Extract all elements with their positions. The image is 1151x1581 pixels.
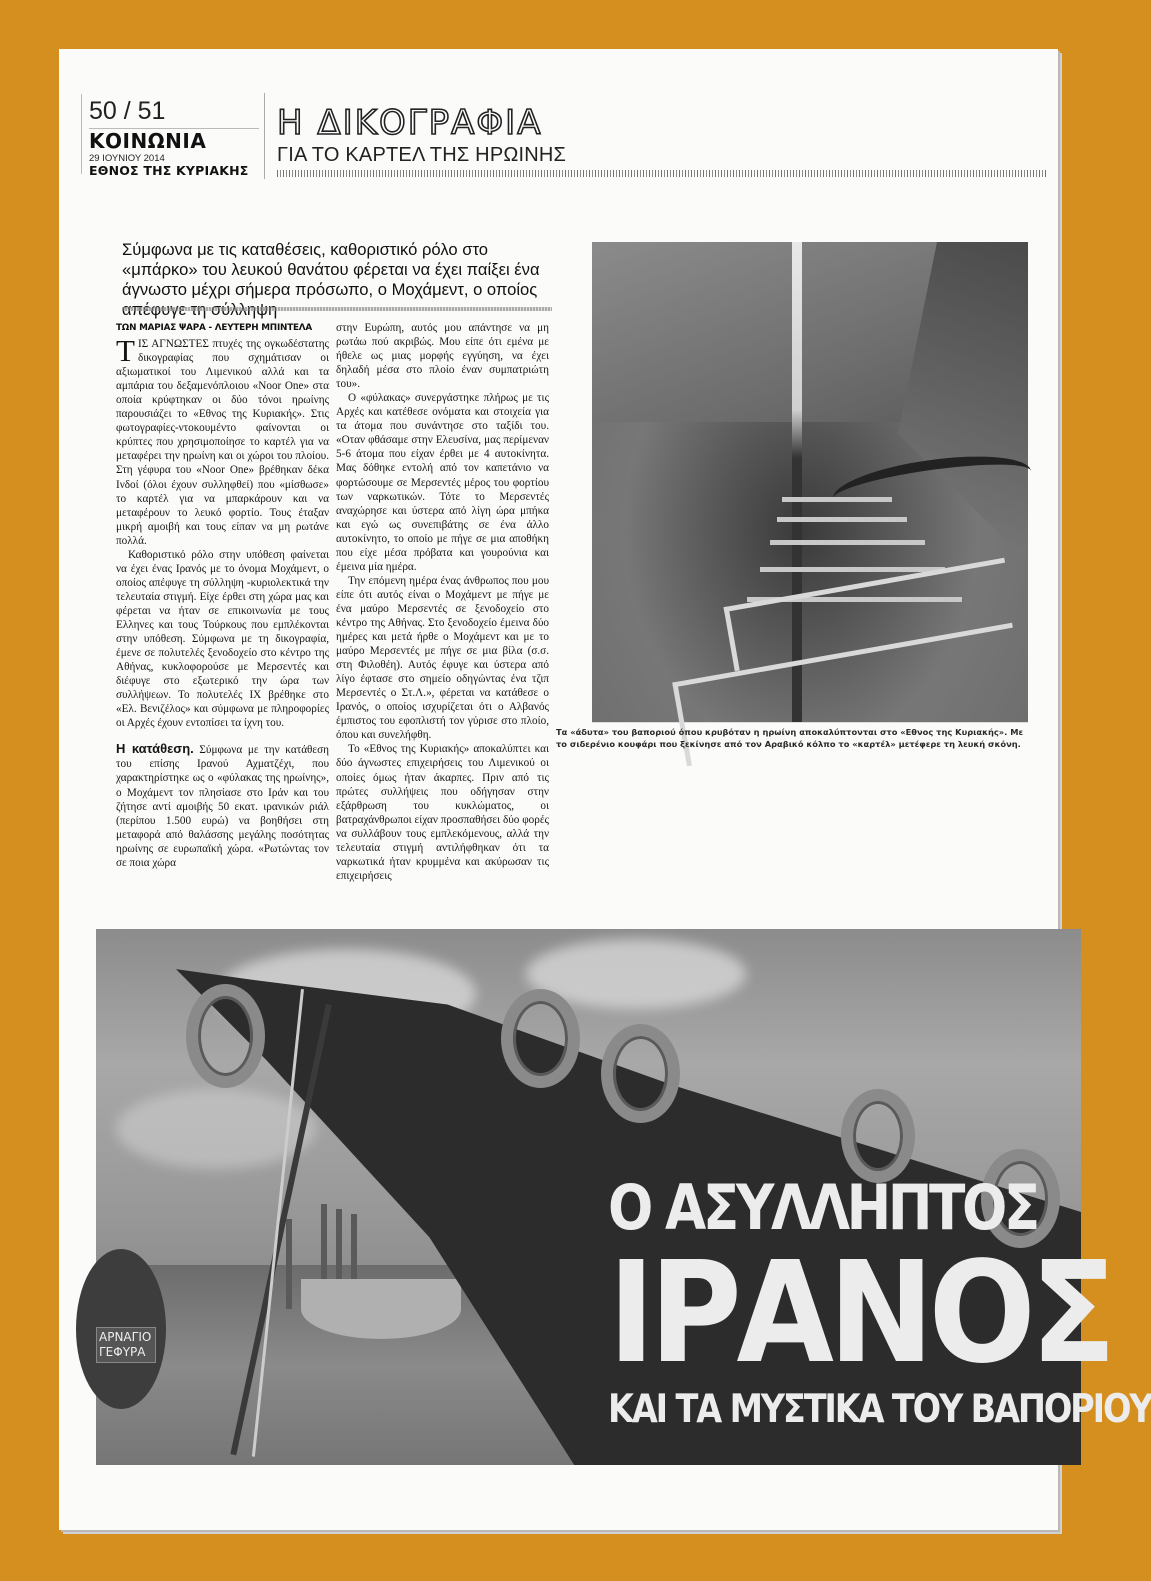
paragraph: Την επόμενη ημέρα ένας άνθρωπος που μου είπε ότι αυτός είναι ο Μοχάμεντ με πήγε με ένα μαύρο Μερσεντές σε ξενοδοχείο στο κέντρο της Αθήνας. Στο ξενοδοχείο έμεινα δύο ημέρες και μετά ήρθε ο Μοχάμεντ και με το μαύρο Μερσεντές με πήγε σε μια βίλα (σ.σ. στη Φιλοθέη). Αυτός έφυγε και ύστερα από λίγο έφτασε στο σημείο οδηγώντας ένα τζιπ Μερσεντές ο Στ.Λ.», φέρεται να κατάθεσε ο Ιρανός, ο οποίος ισχυρίζεται ότι ο Αλβανός έμπιστος του εφοπλιστή τον γύρισε στο πλοίο, όπου και συνελήφθη. bbox=[336, 574, 549, 742]
header-left-rule bbox=[81, 94, 82, 174]
subheading: Η κατάθεση. bbox=[116, 741, 194, 757]
headline-line-3: ΚΑΙ ΤΑ ΜΥΣΤΙΚΑ ΤΟΥ ΒΑΠΟΡΙΟΥ bbox=[608, 1387, 1151, 1432]
header-pattern-rule bbox=[277, 170, 1047, 177]
sign-line: ΑΡΝΑΓΙΟ bbox=[99, 1330, 152, 1344]
headline-line-2: ΙΡΑΝΟΣ bbox=[608, 1232, 1111, 1395]
header-divider bbox=[264, 93, 265, 179]
paragraph-text: ΙΣ ΑΓΝΩΣΤΕΣ πτυχές της ογκωδέστατης δικογραφίας που σχημάτισαν οι αξιωματικοί του Λιμενικού αλλά και τα αμπάρια του δεξαμενόπλοιου «Noor One» στα οποία κρύφτηκαν οι δύο τόνοι ηρωίνης παρουσιάζει το «Εθνος της Κυριακής». Στις φωτογραφίες-ντοκουμέντο φαίνονται οι κρύπτες που χρησιμοποίησε το καρτέλ για να μεταφέρει την ηρωίνη και οι χώροι του πλοίου. Στη γέφυρα του «Noor One» βρέθηκαν δέκα Ινδοί (όλοι έχουν συλληφθεί) που «μίσθωσε» το καρτέλ για να μπαρκάρουν και να μεταφέρουν το λευκό φορτίο. Τους έταξαν μικρή αμοιβή και τους είπαν να μη ρωτάνε πολλά. bbox=[116, 338, 329, 547]
headline-line-1: Ο ΑΣΥΛΛΗΠΤΟΣ bbox=[608, 1171, 1037, 1244]
drop-cap: Τ bbox=[116, 333, 135, 369]
ship-bow-photo bbox=[96, 929, 1151, 1465]
photo-caption: Τα «άδυτα» του βαποριού όπου κρυβόταν η ηρωίνη αποκαλύπτονται στο «Εθνος της Κυριακής». Με το σιδερένιο κουφάρι που ξεκίνησε από τον Αραβικό κόλπο το «καρτέλ» μετέφερε τη λευκή σκόνη. bbox=[556, 727, 1024, 749]
page-subtitle: ΓΙΑ ΤΟ ΚΑΡΤΕΛ ΤΗΣ ΗΡΩΙΝΗΣ bbox=[277, 144, 567, 166]
issue-date: 29 ΙΟΥΝΙΟΥ 2014 bbox=[89, 153, 165, 164]
lead-rule bbox=[122, 307, 552, 311]
paragraph: Ο «φύλακας» συνεργάστηκε πλήρως με τις Αρχές και κατέθεσε ονόματα και στοιχεία για τα άτομα που συνάντησε στο ταξίδι του. «Οταν φθάσαμε στην Ελευσίνα, μας περίμεναν 5-6 άτομα που είχαν έρθει με 4 αυτοκίνητα. Μας δόθηκε εντολή από τον καπετάνιο να φορτώσουμε σε Μερσεντές μέρος του φορτίου των ναρκωτικών. Τότε το Μερσεντές αναχώρησε και ύστερα από λίγη ώρα μπήκα και εγώ ως συνεπιβάτης σε ένα άλλο αυτοκίνητο, το οποίο με πήγε σε μια αποθήκη που είχε μέσα πρόβατα και γουρούνια και έμεινα μία ημέρα. bbox=[336, 392, 549, 573]
article-lead: Σύμφωνα με τις καταθέσεις, καθοριστικό ρόλο στο «μπάρκο» του λευκού θανάτου φέρεται να έχει παίξει ένα άγνωστο μέχρι σήμερα πρόσωπο, ο Μοχάμεντ, ο οποίος bbox=[122, 240, 540, 299]
newspaper-name: ΕΘΝΟΣ ΤΗΣ ΚΥΡΙΑΚΗΣ bbox=[89, 163, 249, 178]
paragraph-text: Σύμφωνα με την κατάθεση του επίσης Ιρανού Αχματζέχι, που χαρακτηρίστηκε ως ο «φύλακας της ηρωίνης», ο Μοχάμεντ τον πλησίασε στο Ιράν και του ζήτησε αντί αμοιβής 50 εκατ. ιρανικών ριάλ (περίπου 1.500 ευρώ) να βοηθήσει στη μεταφορά από θαλάσσης μεγάλης ποσότητας ηρωίνης σε ευρωπαϊκή χώρα. «Ρωτώντας τον σε ποια χώρα bbox=[116, 744, 329, 869]
paragraph: Το «Εθνος της Κυριακής» αποκαλύπτει και δύο άγνωστες επιχειρήσεις του Λιμενικού οι οποίες όμως ήταν άκαρπες. Πριν από τις πρώτες συλλήψεις που οδήγησαν στην εξάρθρωση του κυκλώματος, οι βατραχάνθρωποι είχαν προσπαθήσει δύο φορές να συλλάβουν τους εμπλεκόμενους, αλλά την τελευταία στιγμή αντιλήφθηκαν ότι τα ναρκωτικά ήταν κρυμμένα και ακύρωσαν τις επιχειρήσεις bbox=[336, 743, 549, 882]
main-headline bbox=[608, 1171, 1151, 1433]
paragraph bbox=[116, 742, 329, 869]
page-title: Η ΔΙΚΟΓΡΑΦΙΑ bbox=[277, 103, 543, 143]
article-column-1 bbox=[116, 321, 329, 870]
paragraph bbox=[116, 333, 329, 548]
newspaper-page bbox=[59, 49, 1151, 1530]
article-column-2 bbox=[336, 321, 549, 883]
paragraph: στην Ευρώπη, αυτός μου απάντησε να μη ρωτάω πού ακριβώς. Μου είπε ότι εμένα με ήθελε ως μιας μορφής εγγύηση, να έχει δηλαδή μέσα στο πλοίο έναν συμπατριώτη του». bbox=[336, 322, 549, 391]
byline: ΤΩΝ ΜΑΡΙΑΣ ΨΑΡΑ - ΛΕΥΤΕΡΗ ΜΠΙΝΤΕΛΑ bbox=[116, 323, 313, 333]
ship-interior-photo bbox=[592, 242, 1028, 723]
section-name: ΚΟΙΝΩΝΙΑ bbox=[89, 129, 207, 153]
harbor-sign bbox=[96, 1327, 156, 1363]
paragraph: Καθοριστικό ρόλο στην υπόθεση φαίνεται να έχει ένας Ιρανός με το όνομα Μοχάμεντ, ο οποίος απέφυγε τη σύλληψη -κυριολεκτικά την τελευταία στιγμή. Είχε έρθει στη χώρα μας και φέρεται να ήταν σε επικοινωνία με τους Ελληνες και τους Τούρκους που εμπλέκονται στην υπόθεση. Σύμφωνα με τη δικογραφία, έμενε σε πολυτελές ξενοδοχείο στο κέντρο της Αθήνας, κυκλοφορούσε με Μερσεντές και διέφυγε στο εξωτερικό την ώρα των συλλήψεων. Το πολυτελές ΙΧ βρέθηκε στο «Ελ. Βενιζέλος» και σύμφωνα με πληροφορίες οι Αρχές έχουν εντοπίσει τα ίχνη του. bbox=[116, 548, 329, 730]
page-numbers: 50 / 51 bbox=[89, 97, 166, 125]
sign-line: ΓΕΦΥΡΑ bbox=[99, 1345, 146, 1359]
